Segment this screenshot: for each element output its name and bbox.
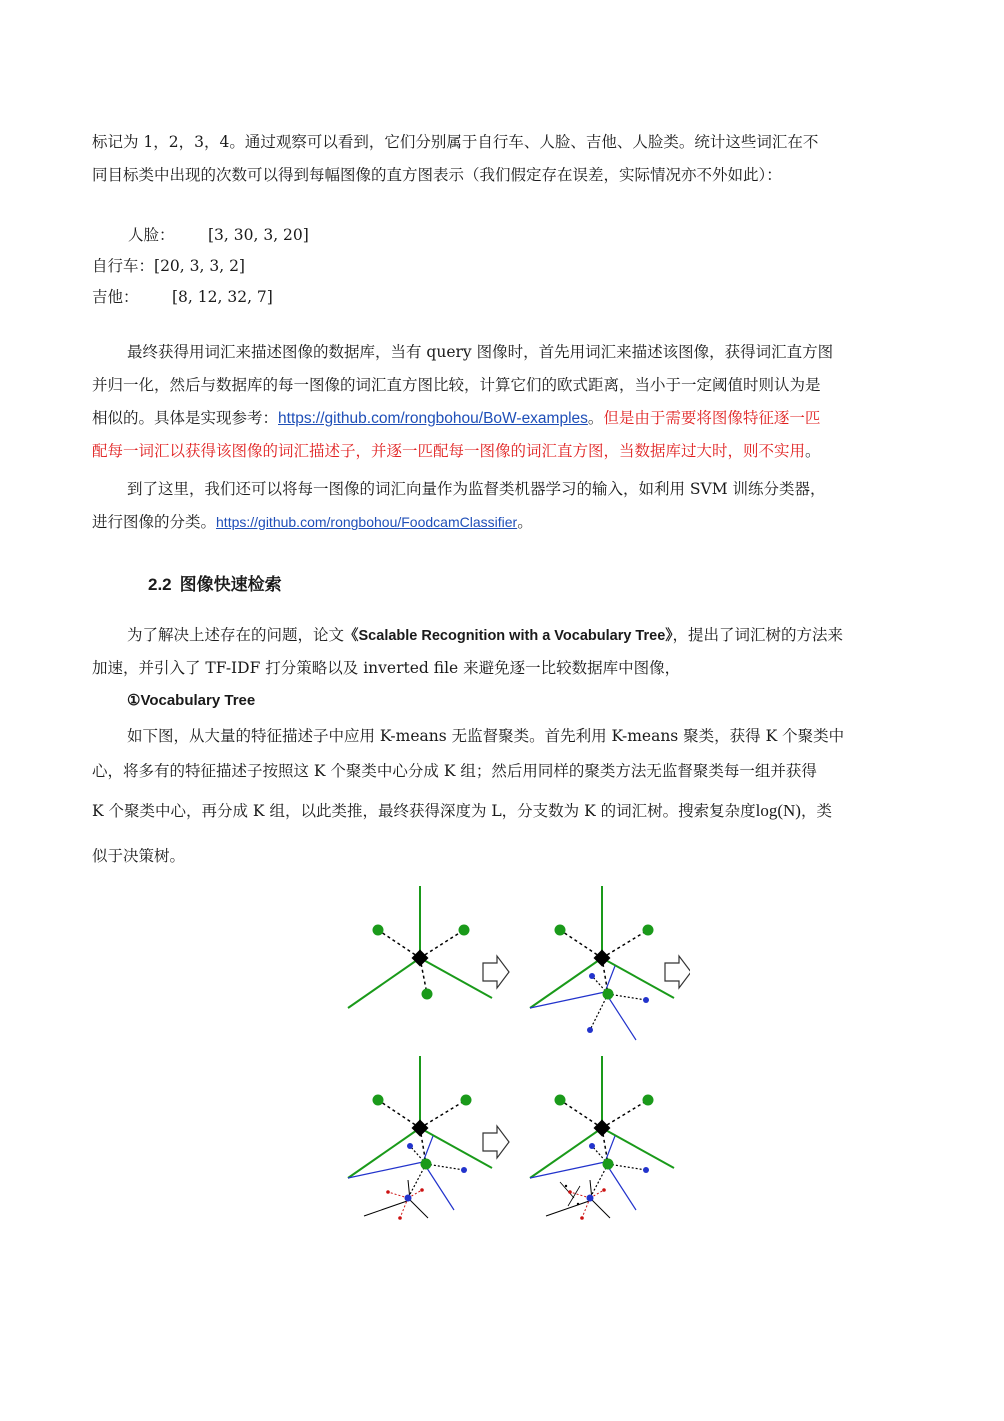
db-line-1: 最终获得用词汇来描述图像的数据库，当有 query 图像时，首先用词汇来描述该图像，获得词汇直方图 <box>127 343 834 361</box>
vocabulary-tree-subheading: ①Vocabulary Tree <box>127 692 256 709</box>
histogram-bike <box>92 256 914 276</box>
section-heading <box>148 570 282 595</box>
db-line-3-prefix: 相似的。具体是实现参考： <box>92 409 279 427</box>
tree-panel-level-3 <box>348 1056 492 1220</box>
tree-panel-level-4 <box>530 1056 674 1220</box>
histogram-face <box>92 225 914 245</box>
arrow-right-icon <box>665 956 690 988</box>
histogram-label: 人脸： <box>128 226 175 244</box>
tree-line-3-prefix: K 个聚类中心，再分成 K 组，以此类推，最终获得深度为 L，分支数为 K 的词汇树。搜索复杂度 <box>92 802 756 820</box>
histogram-guitar <box>92 287 914 307</box>
db-line-3-sep: 。 <box>587 409 604 427</box>
paper-line-1-suffix: ，提出了词汇树的方法来 <box>672 626 844 644</box>
paper-line-2: 加速，并引入了 TF-IDF 打分策略以及 inverted file 来避免逐一比较数据库中图像， <box>92 659 681 677</box>
vocabulary-tree-figure <box>330 880 690 1225</box>
svm-line-2-end: 。 <box>517 513 533 531</box>
section-title: 图像快速检索 <box>179 575 282 595</box>
svm-line-2-prefix: 进行图像的分类。 <box>92 513 217 531</box>
tree-panel-level-1 <box>348 886 492 1008</box>
tree-line-3 <box>92 801 914 821</box>
histogram-label: 吉他： <box>92 288 139 306</box>
complexity-formula: log(N) <box>755 801 801 820</box>
db-line-4-red: 配每一词汇以获得该图像的词汇描述子，并逐一匹配每一图像的词汇直方图，当数据库过大时，则不实用 <box>92 442 806 460</box>
paper-title: 《Scalable Recognition with a Vocabulary Tree》 <box>344 628 673 644</box>
tree-line-1: 如下图，从大量的特征描述子中应用 K-means 无监督聚类。首先利用 K-means 聚类，获得 K 个聚类中 <box>127 727 845 745</box>
db-line-3-red: 但是由于需要将图像特征逐一匹 <box>603 409 821 427</box>
foodcam-classifier-link[interactable]: https://github.com/rongbohou/FoodcamClassifier <box>216 514 518 530</box>
db-line-3 <box>92 408 914 429</box>
svm-line-1: 到了这里，我们还可以将每一图像的词汇向量作为监督类机器学习的输入，如利用 SVM 训练分类器， <box>127 480 826 498</box>
tree-line-2: 心，将多有的特征描述子按照这 K 个聚类中心分成 K 组；然后用同样的聚类方法无监督聚类每一组并获得 <box>92 762 817 780</box>
tree-line-3-suffix: ，类 <box>800 802 832 820</box>
intro-line-2: 同目标类中出现的次数可以得到每幅图像的直方图表示（我们假定存在误差，实际情况亦不外如此）： <box>92 166 782 184</box>
svm-line-2 <box>92 512 914 532</box>
db-line-4-end: 。 <box>805 442 821 460</box>
histogram-label: 自行车： <box>92 257 155 275</box>
histogram-value: [3, 30, 3, 20] <box>208 226 309 244</box>
tree-line-4: 似于决策树。 <box>92 847 186 865</box>
paper-line-1 <box>127 625 914 646</box>
bow-examples-link[interactable]: https://github.com/rongbohou/BoW-examples <box>278 410 588 427</box>
arrow-right-icon <box>483 956 509 988</box>
db-line-4 <box>92 441 914 461</box>
db-line-2: 并归一化，然后与数据库的每一图像的词汇直方图比较，计算它们的欧式距离，当小于一定阈值时则认为是 <box>92 376 821 394</box>
histogram-value: [8, 12, 32, 7] <box>172 288 273 306</box>
arrow-right-icon <box>483 1126 509 1158</box>
section-number: 2.2 <box>148 575 172 594</box>
tree-panel-level-2 <box>530 886 674 1040</box>
intro-line-1: 标记为 1，2，3，4。通过观察可以看到，它们分别属于自行车、人脸、吉他、人脸类。统计这些词汇在不 <box>92 133 819 151</box>
histogram-value: [20, 3, 3, 2] <box>154 257 245 275</box>
paper-line-1-prefix: 为了解决上述存在的问题，论文 <box>127 626 345 644</box>
